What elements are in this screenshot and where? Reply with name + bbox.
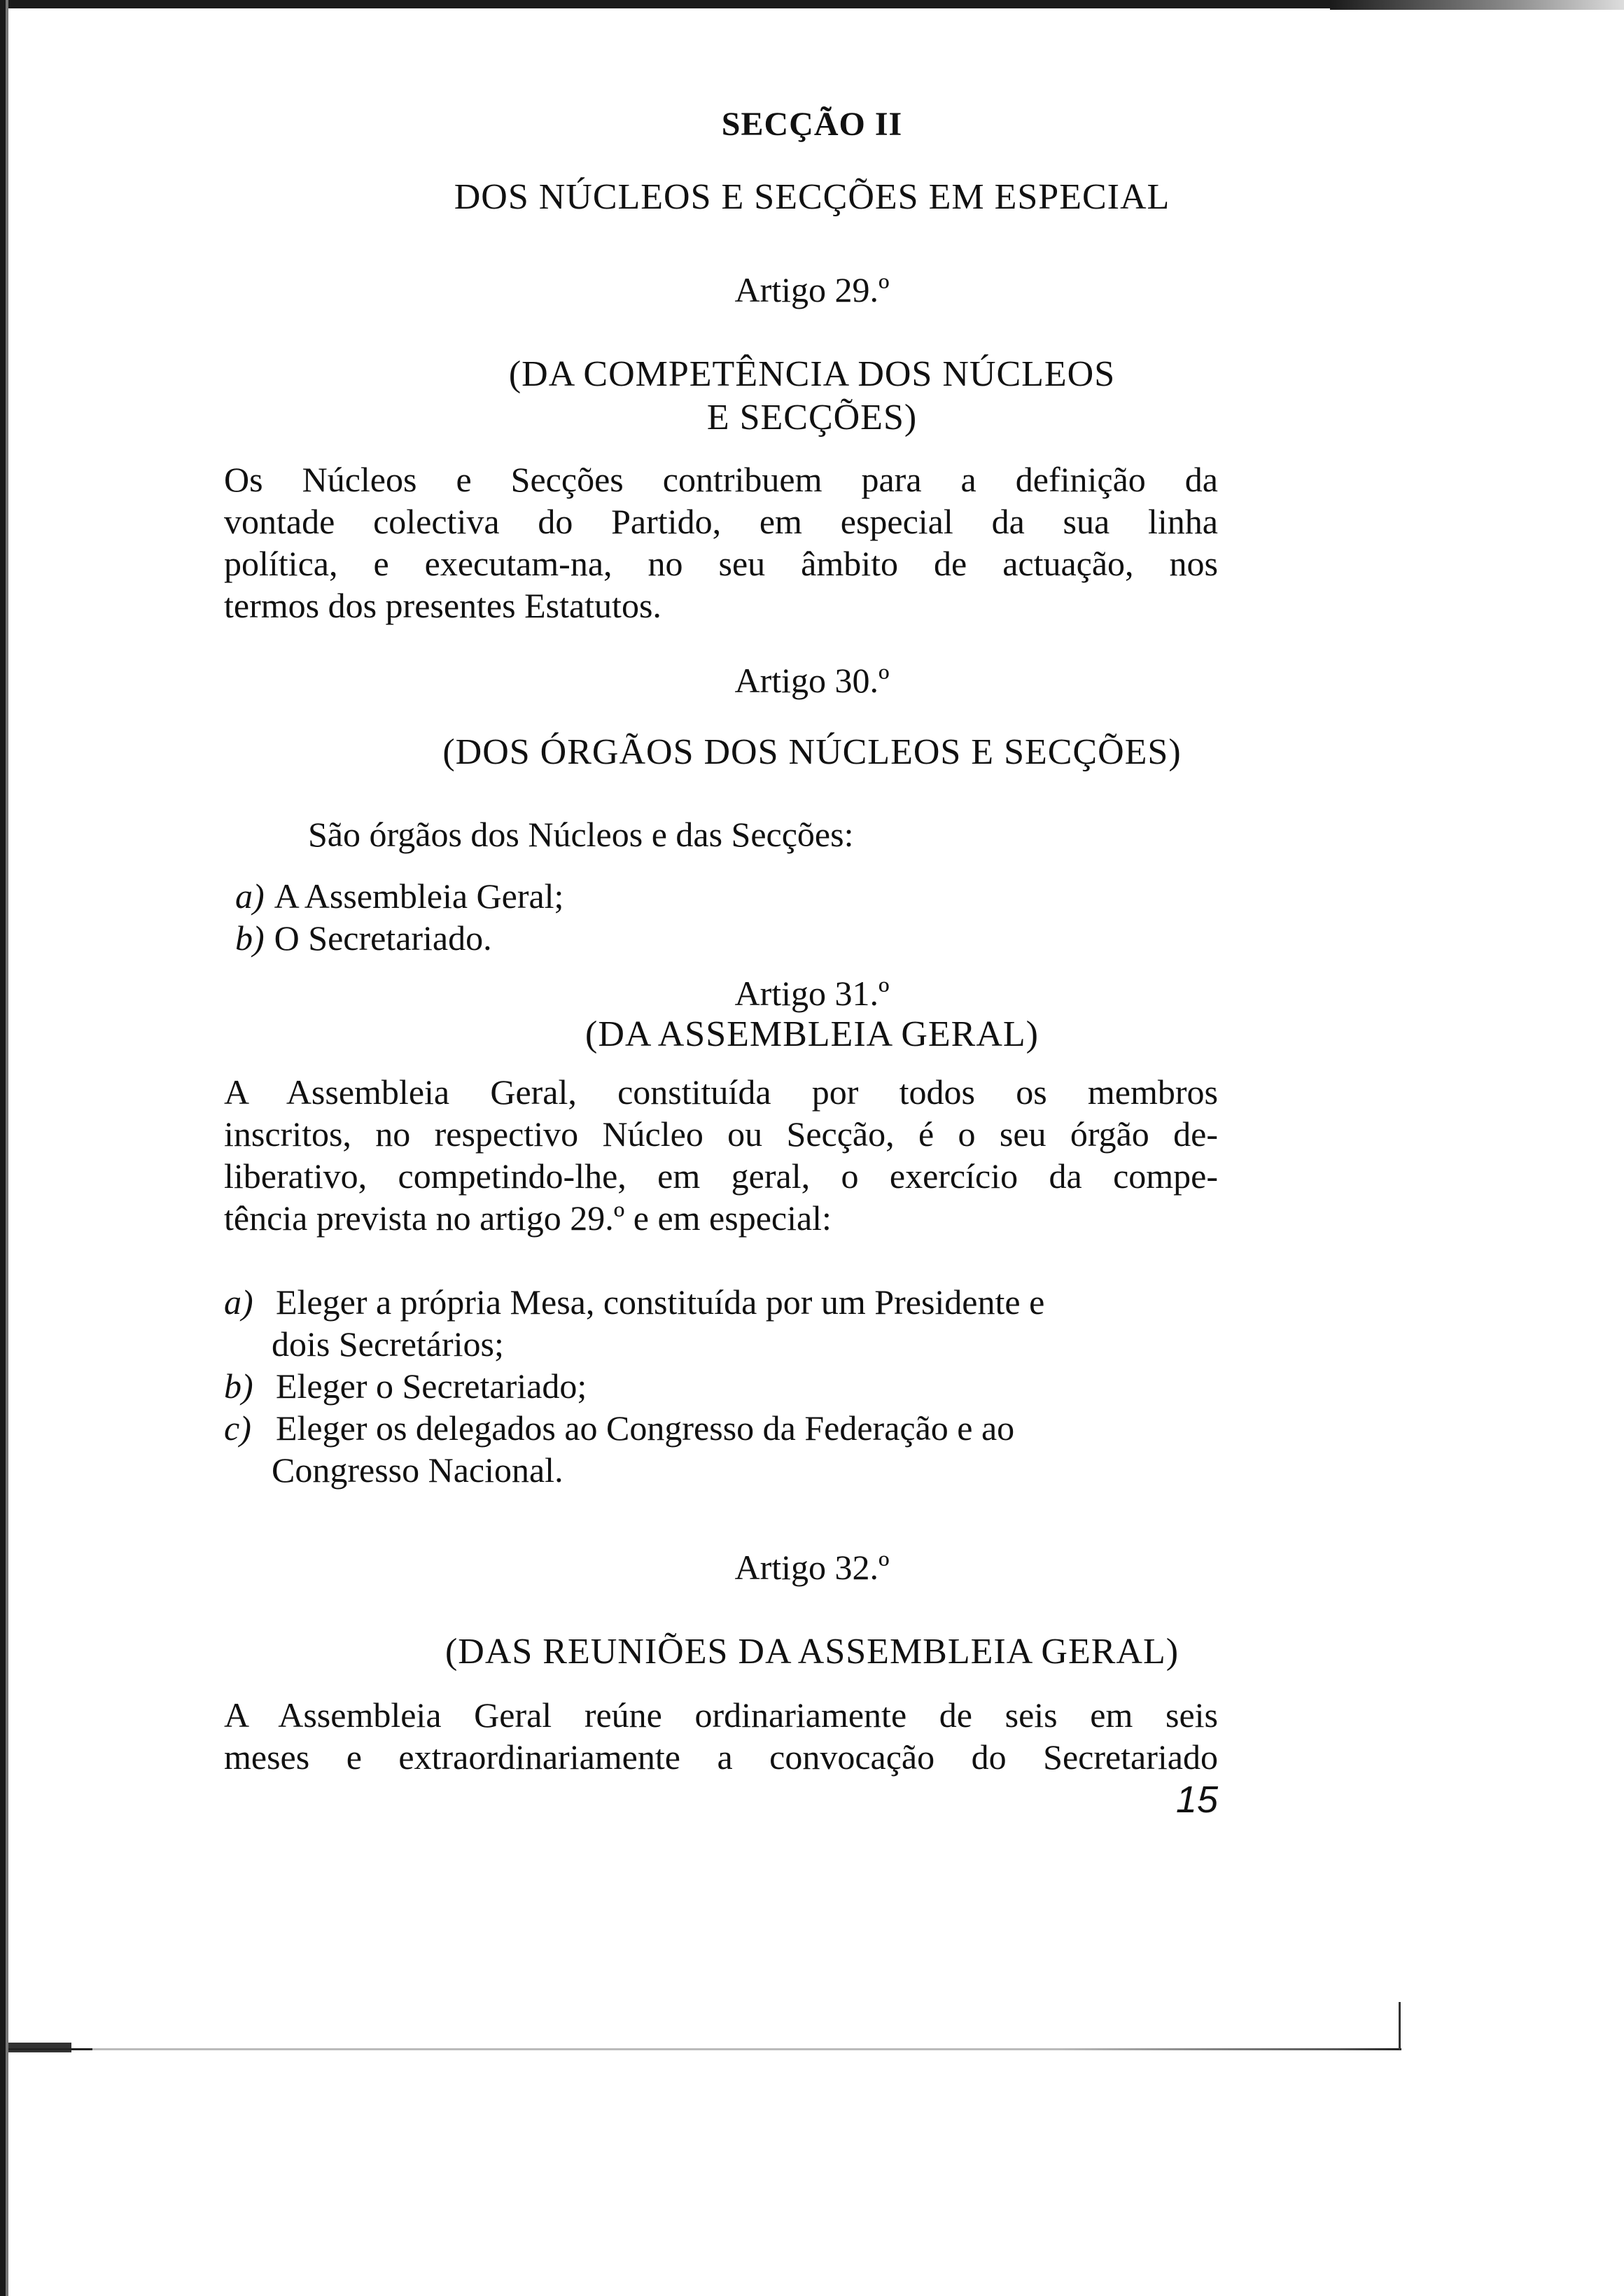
list-text: Eleger os delegados ao Congresso da Federação e ao <box>276 1408 1015 1448</box>
article-30-heading: Artigo 30.º <box>734 661 890 700</box>
article-29-subheading-1: (DA COMPETÊNCIA DOS NÚCLEOS <box>508 354 1116 394</box>
section-subtitle: DOS NÚCLEOS E SECÇÕES EM ESPECIAL <box>454 177 1170 217</box>
article-29-body-line: Os Núcleos e Secções contribuem para a definição da <box>224 460 1218 499</box>
article-29-heading: Artigo 29.º <box>734 270 890 309</box>
list-text: Eleger a própria Mesa, constituída por um Presidente e <box>276 1282 1045 1322</box>
article-32-subheading: (DAS REUNIÕES DA ASSEMBLEIA GERAL) <box>444 1632 1180 1672</box>
article-30-subheading: (DOS ÓRGÃOS DOS NÚCLEOS E SECÇÕES) <box>442 732 1182 772</box>
list-text: A Assembleia Geral; <box>274 876 564 916</box>
article-29-subheading-2: E SECÇÕES) <box>706 398 918 438</box>
article-30-intro: São órgãos dos Núcleos e das Secções: <box>308 815 854 854</box>
section-title: SECÇÃO II <box>721 106 903 143</box>
article-31-body-last: tência prevista no artigo 29.º e em especial: <box>224 1198 832 1238</box>
article-32-heading: Artigo 32.º <box>734 1548 890 1587</box>
page-number: 15 <box>1175 1779 1218 1821</box>
list-label: a) <box>224 1282 253 1322</box>
article-31-body-line: A Assembleia Geral, constituída por todos os membros <box>224 1072 1218 1112</box>
article-31-body-line: liberativo, competindo-lhe, em geral, o exercício da compe- <box>224 1156 1218 1196</box>
article-31-item-c <box>224 1407 1014 1449</box>
article-31-item-b <box>224 1365 587 1407</box>
article-31-heading: Artigo 31.º <box>734 974 890 1013</box>
article-29-body-line: vontade colectiva do Partido, em especial da sua linha <box>224 502 1218 541</box>
article-32-body-line: meses e extraordinariamente a convocação do Secretariado <box>224 1737 1218 1777</box>
article-31-subheading: (DA ASSEMBLEIA GERAL) <box>585 1014 1039 1054</box>
article-31-item-a-cont: dois Secretários; <box>272 1324 504 1364</box>
article-29-body-last: termos dos presentes Estatutos. <box>224 586 662 625</box>
article-31-body-line: inscritos, no respectivo Núcleo ou Secção, é o seu órgão de- <box>224 1114 1218 1154</box>
article-31-item-a <box>224 1281 1218 1323</box>
article-30-item-a <box>235 875 564 917</box>
list-label: b) <box>235 918 265 958</box>
list-text: O Secretariado. <box>274 918 492 958</box>
article-31-item-c-cont: Congresso Nacional. <box>272 1450 564 1490</box>
list-label: c) <box>224 1408 251 1448</box>
article-32-body-line: A Assembleia Geral reúne ordinariamente de seis em seis <box>224 1695 1218 1735</box>
article-29-body-line: política, e executam-na, no seu âmbito de actuação, nos <box>224 544 1218 583</box>
list-text: Eleger o Secretariado; <box>276 1366 587 1406</box>
list-label: b) <box>224 1366 253 1406</box>
list-label: a) <box>235 876 265 916</box>
article-30-item-b <box>235 917 492 959</box>
